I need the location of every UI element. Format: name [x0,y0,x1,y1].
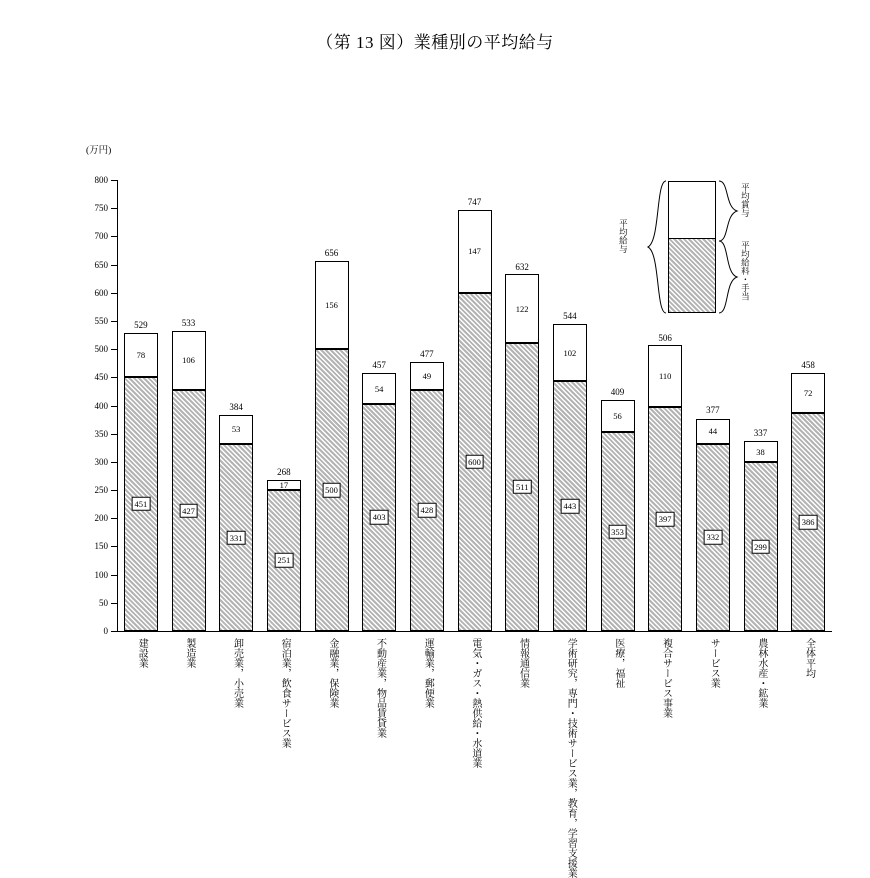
bar-segment-bonus[interactable] [458,210,492,293]
bar-segment-bonus[interactable] [410,362,444,390]
bar-total-value: 337 [753,428,768,439]
y-axis-tick-label: 300 [94,456,108,467]
bar-segment-bonus-value: 72 [803,387,813,398]
bar-group[interactable] [362,360,396,738]
bar-segment-salary[interactable] [553,381,587,631]
bar-segment-bonus-value: 17 [279,479,289,490]
bar-segment-bonus[interactable] [553,324,587,382]
bar-segment-bonus-value: 110 [658,370,672,381]
legend-sample-bar [668,181,716,313]
bar-group[interactable] [267,466,301,748]
y-axis-tick-mark [111,180,117,181]
bar-segment-bonus-value: 56 [613,410,622,421]
y-axis-tick-label: 800 [94,175,108,185]
legend-right-brace-top [717,179,739,243]
x-axis-category-label: 卸売業，小売業 [231,638,243,708]
bar-total-value: 656 [324,248,339,259]
bar-segment-salary[interactable] [124,377,158,631]
y-axis-tick-label: 400 [94,400,108,411]
bar-segment-bonus[interactable] [505,274,539,343]
bar-segment-salary-value: 332 [703,530,722,545]
y-axis-tick-mark [111,462,117,463]
x-axis-category-label: 複合サービス事業 [660,638,672,718]
x-axis-category-label: 医療，福祉 [612,638,624,688]
bar-segment-salary-value: 451 [131,497,150,512]
y-axis-tick-mark [111,321,117,322]
y-axis-tick-mark [111,434,117,435]
y-axis-tick-label: 500 [94,344,108,355]
bar-segment-salary-value: 443 [560,499,579,514]
x-axis-category-label: 建設業 [136,638,148,668]
y-axis-tick-mark [111,208,117,209]
x-axis-category-label: 情報通信業 [517,638,529,688]
bar-total-value: 377 [706,405,720,416]
bar-segment-bonus-value: 122 [515,303,529,314]
bar-total-value: 544 [563,311,577,322]
x-axis-line [117,631,832,632]
bar-total-value: 477 [420,349,434,360]
y-axis-tick-mark [111,631,117,632]
bar-segment-salary-value: 511 [513,480,531,495]
bar-group[interactable] [744,428,778,708]
bar-segment-bonus-value: 156 [325,299,338,310]
bar-segment-bonus-value: 102 [563,347,577,358]
bar-segment-salary[interactable] [362,404,396,631]
bar-segment-salary-value: 386 [799,515,818,530]
bar-segment-salary-value: 397 [656,512,675,527]
x-axis-category-label: 電気・ガス・熱供給・水道業 [469,638,481,768]
x-axis-category-label: 運輸業，郵便業 [422,638,434,708]
bar-segment-bonus[interactable] [172,331,206,391]
legend-sample-bar-hatch [669,238,715,312]
bar-total-value: 533 [181,317,196,328]
y-axis-tick-label: 550 [94,315,108,326]
bar-group[interactable] [410,349,444,708]
y-axis-tick-label: 350 [94,428,108,439]
bar-group[interactable] [553,311,587,878]
y-axis-tick-mark [111,293,117,294]
bar-group[interactable] [315,248,349,708]
legend-bottom-label: 平均給料・手当 [740,241,751,301]
y-axis-tick-label: 450 [94,372,108,383]
bar-total-value: 268 [277,466,291,477]
bar-segment-salary[interactable] [601,432,635,631]
y-axis-tick-mark [111,575,117,576]
chart-legend [596,181,826,321]
legend-total-label: 平均給与 [618,219,629,253]
y-axis-tick-label: 50 [99,597,108,608]
bar-segment-salary[interactable] [458,293,492,631]
bar-segment-salary-value: 403 [370,510,389,525]
y-axis-tick-mark [111,546,117,547]
y-axis-tick-label: 700 [94,231,108,242]
y-axis-tick-mark [111,518,117,519]
bar-segment-bonus[interactable] [696,419,730,444]
bar-segment-salary-value: 600 [465,455,484,470]
bar-segment-bonus[interactable] [219,415,253,445]
y-axis-tick-mark [111,490,117,491]
bar-group[interactable] [505,261,539,688]
bar-segment-bonus[interactable] [744,441,778,462]
y-axis-tick-label: 150 [94,541,108,552]
bar-group[interactable] [696,405,730,688]
bar-segment-bonus-value: 78 [136,349,146,360]
bar-segment-bonus[interactable] [648,345,682,407]
bar-segment-salary-value: 251 [274,553,293,568]
bar-segment-bonus-value: 53 [231,424,241,435]
bar-segment-salary[interactable] [172,390,206,631]
y-axis-tick-label: 750 [94,203,108,214]
bar-segment-salary[interactable] [315,349,349,631]
y-axis-tick-label: 0 [103,626,108,636]
y-axis-tick-mark [111,406,117,407]
bar-total-value: 409 [610,387,625,398]
y-axis-tick-mark [111,603,117,604]
bar-segment-salary-value: 500 [322,483,341,498]
y-axis-tick-mark [111,349,117,350]
x-axis-category-label: 不動産業，物品賃貸業 [374,638,386,738]
bar-segment-salary[interactable] [696,444,730,631]
bar-group[interactable] [219,401,253,708]
bar-segment-bonus[interactable] [601,400,635,432]
bar-total-value: 458 [801,359,815,370]
y-axis-unit-label: (万円) [86,146,112,156]
y-axis-tick-mark [111,236,117,237]
bar-group[interactable] [124,319,158,668]
bar-group[interactable] [458,196,492,768]
bar-segment-salary[interactable] [219,444,253,631]
bar-segment-bonus[interactable] [267,480,301,490]
bar-group[interactable] [648,332,682,718]
bar-group[interactable] [791,359,825,678]
bar-segment-bonus-value: 54 [374,383,384,394]
y-axis-tick-label: 100 [94,569,108,580]
y-axis-tick-label: 650 [94,259,108,270]
page-title: （第 13 図）業種別の平均給与 [316,33,554,52]
x-axis-category-label: 学術研究，専門・技術サービス業，教育，学習支援業 [565,638,577,878]
x-axis-category-label: 全体平均 [803,638,815,678]
bar-segment-salary-value: 353 [608,524,627,539]
bar-segment-bonus-value: 49 [422,370,432,381]
legend-top-label: 平均賞与 [740,183,751,217]
bar-segment-salary-value: 428 [417,503,436,518]
bar-segment-salary-value: 427 [179,503,198,518]
bar-total-value: 384 [229,401,243,412]
bar-segment-bonus[interactable] [124,333,158,377]
bar-group[interactable] [601,387,635,688]
x-axis-category-label: サービス業 [708,638,720,688]
x-axis-category-label: 金融業，保険業 [326,638,338,708]
bar-total-value: 457 [372,360,386,371]
bar-group[interactable] [172,317,206,668]
bar-segment-salary[interactable] [744,462,778,631]
bar-segment-bonus-value: 44 [708,426,718,437]
y-axis-tick-label: 250 [94,485,108,496]
bar-segment-salary-value: 299 [751,539,770,554]
x-axis-category-label: 宿泊業，飲食サービス業 [279,638,291,748]
bar-segment-bonus-value: 147 [468,246,481,257]
bar-total-value: 529 [134,319,148,330]
bar-segment-salary-value: 331 [227,530,246,545]
bar-total-value: 632 [515,261,529,272]
bar-total-value: 506 [658,332,672,343]
y-axis-tick-mark [111,377,117,378]
bar-segment-salary[interactable] [648,407,682,631]
y-axis-tick-label: 600 [94,287,108,298]
bar-segment-bonus[interactable] [315,261,349,349]
bar-segment-bonus-value: 106 [182,355,195,366]
legend-left-brace [644,179,668,315]
bar-segment-salary[interactable] [505,343,539,631]
bar-segment-bonus[interactable] [791,373,825,414]
legend-right-brace-bottom [717,239,739,315]
y-axis-tick-label: 200 [94,513,108,524]
bar-segment-salary[interactable] [267,490,301,632]
bar-total-value: 747 [467,196,482,207]
x-axis-category-label: 農林水産・鉱業 [755,638,767,708]
x-axis-category-label: 製造業 [183,638,195,668]
bar-segment-bonus-value: 38 [756,446,765,457]
bar-segment-bonus[interactable] [362,373,396,403]
y-axis-tick-mark [111,265,117,266]
bar-segment-salary[interactable] [410,390,444,631]
bar-segment-salary[interactable] [791,413,825,631]
